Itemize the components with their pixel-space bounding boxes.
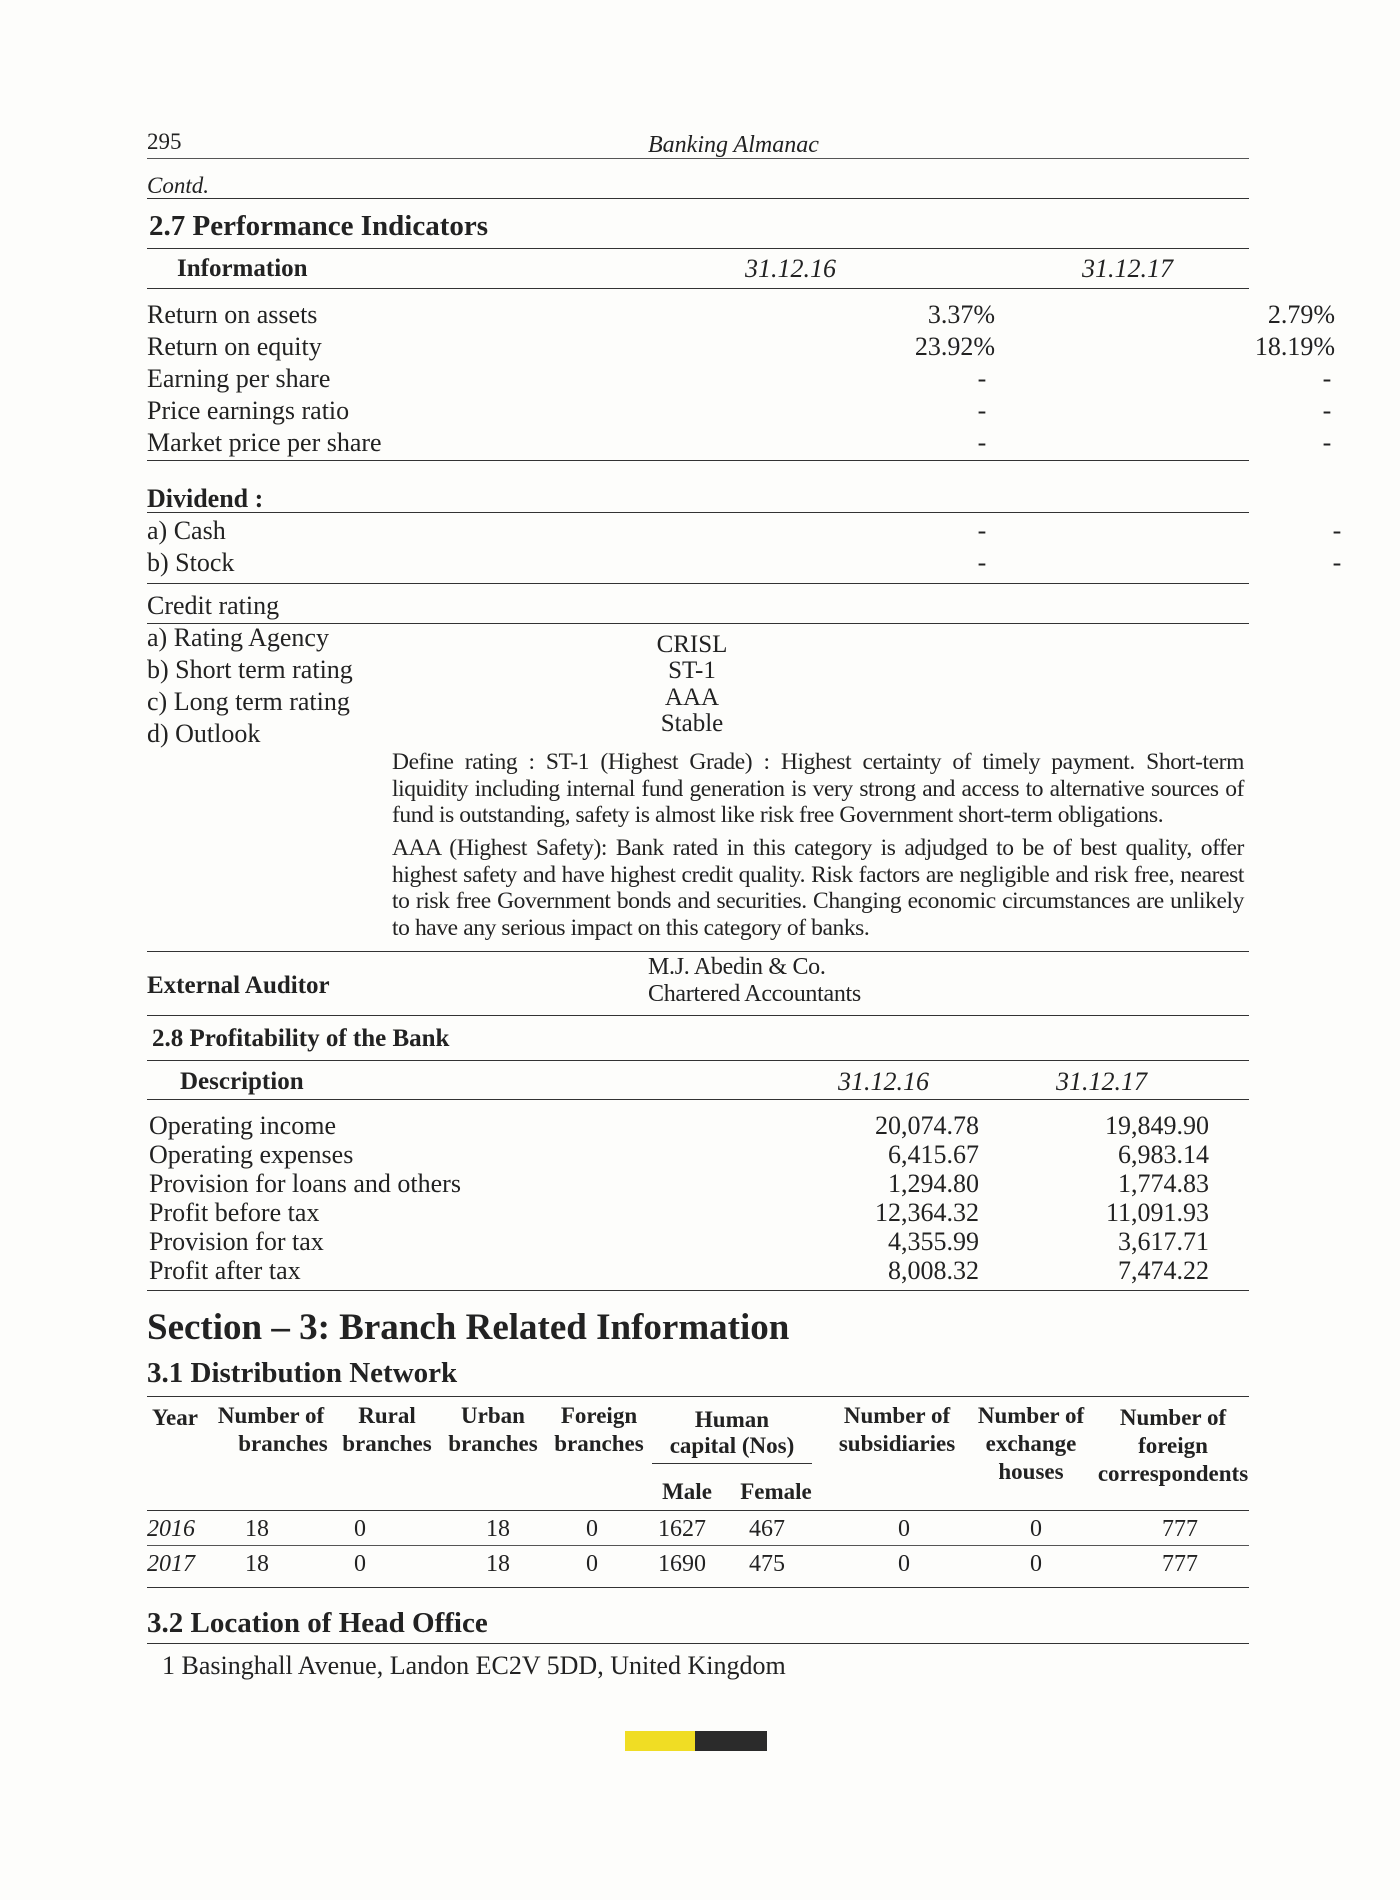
section-3-title: Section – 3: Branch Related Information xyxy=(147,1307,790,1348)
header-rural-1: Rural xyxy=(358,1403,416,1428)
rule xyxy=(147,951,1249,952)
row-value-2016: 6,415.67 xyxy=(888,1140,979,1169)
credit-label-short: b) Short term rating xyxy=(147,655,353,684)
human-capital-rule xyxy=(652,1463,812,1464)
header-correspondents-3: correspondents xyxy=(1097,1461,1249,1486)
col-header-2017: 31.12.17 xyxy=(1056,1067,1147,1096)
performance-rows xyxy=(147,299,1335,459)
rule xyxy=(147,288,1249,289)
rule xyxy=(147,1510,1249,1511)
header-exchange-1: Number of xyxy=(977,1403,1085,1428)
auditor-name: M.J. Abedin & Co. xyxy=(648,954,826,980)
header-branches-2: branches xyxy=(238,1431,328,1456)
cell-subsidiaries: 0 xyxy=(898,1551,910,1577)
row-label: Market price per share xyxy=(147,428,382,457)
rule xyxy=(147,198,1249,199)
row-value-2016: 23.92% xyxy=(914,332,995,361)
row-label: Provision for tax xyxy=(149,1227,324,1256)
rule xyxy=(147,512,1249,513)
row-value-2017: - xyxy=(1332,548,1342,577)
cell-year: 2017 xyxy=(147,1551,195,1577)
profitability-rows xyxy=(149,1111,1249,1285)
cell-foreign: 0 xyxy=(586,1516,598,1542)
row-value-2017: - xyxy=(1322,428,1332,457)
header-rule xyxy=(147,158,1249,159)
table-row xyxy=(149,1198,1249,1227)
header-rural-2: branches xyxy=(342,1431,432,1456)
row-label: Profit after tax xyxy=(149,1256,301,1285)
running-title: Banking Almanac xyxy=(648,132,819,158)
cell-exchange: 0 xyxy=(1030,1551,1042,1577)
header-correspondents-1: Number of xyxy=(1119,1405,1227,1430)
cell-foreign: 0 xyxy=(586,1551,598,1577)
row-value-2017: 11,091.93 xyxy=(1105,1198,1209,1227)
row-value-2017: 2.79% xyxy=(1267,300,1335,329)
row-value-2017: 3,617.71 xyxy=(1118,1227,1209,1256)
row-label: Price earnings ratio xyxy=(147,396,350,425)
row-label: Provision for loans and others xyxy=(149,1169,461,1198)
header-female: Female xyxy=(740,1479,812,1504)
rating-definition-aaa: AAA (Highest Safety): Bank rated in this category is adjudged to be of best quality, offer highest safety and have highest credit quality. Risk factors are negligible and risk free, nearest to risk free Government bonds and securities. Changing economic circumstances are unlikely to have any serious impact on this category of banks. xyxy=(392,835,1244,941)
cell-rural: 0 xyxy=(354,1551,366,1577)
distribution-network-title: 3.1 Distribution Network xyxy=(147,1357,458,1389)
cell-correspondents: 777 xyxy=(1162,1516,1198,1542)
table-row xyxy=(147,515,1342,547)
row-label: Operating expenses xyxy=(149,1140,354,1169)
header-foreign-2: branches xyxy=(554,1431,644,1456)
header-exchange-3: houses xyxy=(998,1459,1064,1484)
cell-male: 1690 xyxy=(658,1551,706,1577)
rule xyxy=(147,1015,1249,1016)
col-header-2016: 31.12.16 xyxy=(745,254,836,283)
rule xyxy=(147,1396,1249,1397)
col-header-description: Description xyxy=(180,1068,304,1095)
cell-branches: 18 xyxy=(245,1551,269,1577)
row-value-2016: 20,074.78 xyxy=(875,1111,979,1140)
distribution-table-header xyxy=(147,1402,1249,1510)
footer-yellow-bar xyxy=(625,1731,695,1751)
row-value-2016: - xyxy=(977,364,987,393)
header-human-2: capital (Nos) xyxy=(669,1433,795,1458)
section-title-profitability: 2.8 Profitability of the Bank xyxy=(152,1025,450,1052)
rule xyxy=(147,1290,1249,1291)
contd-label: Contd. xyxy=(147,173,209,198)
head-office-title: 3.2 Location of Head Office xyxy=(147,1607,488,1639)
table-row xyxy=(147,299,1335,331)
credit-value-short: ST-1 xyxy=(668,657,716,684)
cell-female: 467 xyxy=(749,1516,785,1542)
row-value-2016: 3.37% xyxy=(927,300,995,329)
rule xyxy=(147,460,1249,461)
row-label: Return on equity xyxy=(147,332,322,361)
credit-label-outlook: d) Outlook xyxy=(147,719,261,748)
cell-correspondents: 777 xyxy=(1162,1551,1198,1577)
auditor-type: Chartered Accountants xyxy=(648,981,861,1007)
row-value-2016: 1,294.80 xyxy=(888,1169,979,1198)
section-title-performance: 2.7 Performance Indicators xyxy=(149,210,489,242)
table-row xyxy=(149,1169,1249,1198)
page-number: 295 xyxy=(147,129,182,154)
rule xyxy=(147,1099,1249,1100)
credit-label-long: c) Long term rating xyxy=(147,687,350,716)
rule xyxy=(147,1587,1249,1588)
rule xyxy=(147,583,1249,584)
row-label: a) Cash xyxy=(147,516,226,545)
header-male: Male xyxy=(662,1479,712,1504)
row-value-2016: 12,364.32 xyxy=(875,1198,979,1227)
credit-value-outlook: Stable xyxy=(660,710,724,737)
row-label: b) Stock xyxy=(147,548,235,577)
row-label: Return on assets xyxy=(147,300,318,329)
table-row xyxy=(149,1227,1249,1256)
header-human-1: Human xyxy=(694,1407,770,1432)
credit-rating-label: Credit rating xyxy=(147,591,280,620)
header-subsidiaries-2: subsidiaries xyxy=(838,1431,956,1456)
table-row xyxy=(149,1111,1249,1140)
row-value-2017: 7,474.22 xyxy=(1118,1256,1209,1285)
rating-definition-st1: Define rating : ST-1 (Highest Grade) : Highest certainty of timely payment. Short-term liquidity including internal fund generation is very strong and access to alternative sources of fund is outstanding, safety is almost like risk free Government short-term obligations. xyxy=(392,749,1244,828)
row-value-2017: 19,849.90 xyxy=(1105,1111,1209,1140)
credit-value-long: AAA xyxy=(664,684,720,711)
table-row xyxy=(147,1549,1249,1579)
credit-label-agency: a) Rating Agency xyxy=(147,623,329,652)
row-value-2016: 4,355.99 xyxy=(888,1227,979,1256)
table-row xyxy=(147,363,1332,395)
row-value-2017: 1,774.83 xyxy=(1118,1169,1209,1198)
header-subsidiaries-1: Number of xyxy=(843,1403,951,1428)
header-foreign-1: Foreign xyxy=(560,1403,638,1428)
row-label: Profit before tax xyxy=(149,1198,320,1227)
col-header-information: Information xyxy=(177,255,308,282)
rule xyxy=(147,248,1249,249)
col-header-2017: 31.12.17 xyxy=(1082,254,1173,283)
row-value-2017: - xyxy=(1322,364,1332,393)
row-value-2016: - xyxy=(977,396,987,425)
head-office-address: 1 Basinghall Avenue, Landon EC2V 5DD, United Kingdom xyxy=(162,1651,786,1680)
row-value-2016: - xyxy=(977,548,987,577)
table-row xyxy=(147,1514,1249,1544)
rule xyxy=(147,1545,1249,1546)
table-row xyxy=(147,427,1332,459)
row-label: Earning per share xyxy=(147,364,331,393)
col-header-2016: 31.12.16 xyxy=(838,1067,929,1096)
cell-year: 2016 xyxy=(147,1516,195,1542)
row-value-2016: - xyxy=(977,428,987,457)
cell-subsidiaries: 0 xyxy=(898,1516,910,1542)
dividend-rows xyxy=(147,515,1342,579)
cell-branches: 18 xyxy=(245,1516,269,1542)
header-urban-1: Urban xyxy=(461,1403,525,1428)
rule xyxy=(147,1060,1249,1061)
cell-male: 1627 xyxy=(658,1516,706,1542)
cell-urban: 18 xyxy=(486,1551,510,1577)
header-urban-2: branches xyxy=(448,1431,538,1456)
table-row xyxy=(147,331,1335,363)
header-correspondents-2: foreign xyxy=(1138,1433,1208,1458)
row-value-2016: - xyxy=(977,516,987,545)
external-auditor-label: External Auditor xyxy=(147,972,330,999)
cell-urban: 18 xyxy=(486,1516,510,1542)
row-label: Operating income xyxy=(149,1111,336,1140)
dividend-label: Dividend : xyxy=(147,484,264,513)
header-year: Year xyxy=(152,1405,198,1430)
footer-dark-bar xyxy=(695,1731,767,1751)
header-branches-1: Number of xyxy=(217,1403,325,1428)
row-value-2017: - xyxy=(1322,396,1332,425)
credit-value-agency: CRISL xyxy=(656,631,728,658)
cell-female: 475 xyxy=(749,1551,785,1577)
cell-rural: 0 xyxy=(354,1516,366,1542)
row-value-2017: 6,983.14 xyxy=(1118,1140,1209,1169)
table-row xyxy=(149,1140,1249,1169)
row-value-2017: 18.19% xyxy=(1254,332,1335,361)
table-row xyxy=(147,547,1342,579)
header-exchange-2: exchange xyxy=(985,1431,1077,1456)
table-row xyxy=(149,1256,1249,1285)
row-value-2016: 8,008.32 xyxy=(888,1256,979,1285)
row-value-2017: - xyxy=(1332,516,1342,545)
rule xyxy=(147,1643,1249,1644)
table-row xyxy=(147,395,1332,427)
cell-exchange: 0 xyxy=(1030,1516,1042,1542)
